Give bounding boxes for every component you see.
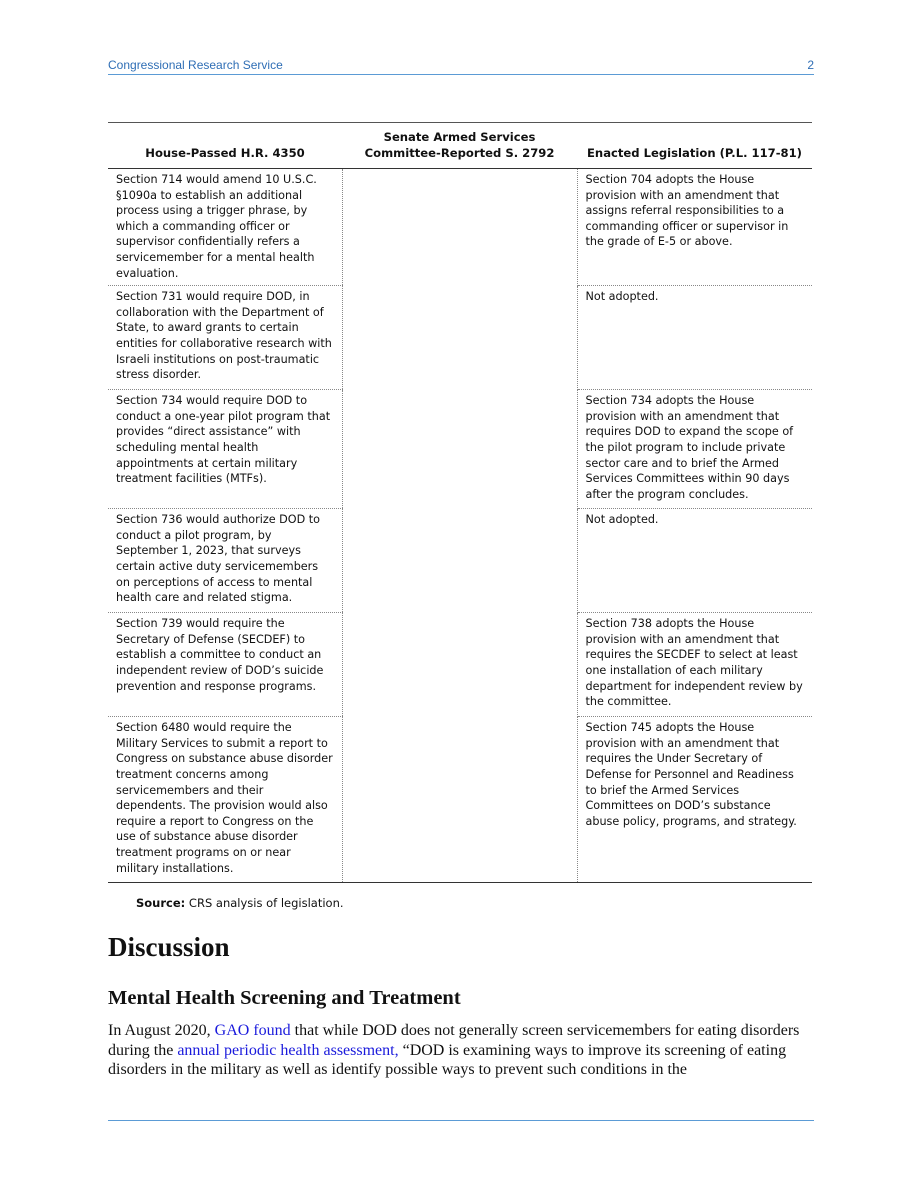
house-cell: Section 736 would authorize DOD to conduct a pilot program, by September 1, 2023, that surveys certain active duty servicemembers on perceptions of access to mental health care and related stigma. — [108, 509, 342, 613]
enacted-cell: Section 745 adopts the House provision with an amendment that requires the Under Secretary of Defense for Personnel and Readiness to brief the Armed Services Committees on DOD’s substance abuse policy, programs, and strategy. — [577, 717, 812, 883]
senate-cell — [342, 390, 577, 509]
paragraph-text: that while DOD does not generally screen servicemembers for eating disorders during the — [108, 1022, 800, 1059]
enacted-cell: Not adopted. — [577, 286, 812, 390]
page-header — [108, 58, 814, 75]
table-row — [108, 613, 812, 717]
periodic-health-assessment-link[interactable]: annual periodic health assessment, — [177, 1041, 399, 1059]
house-cell: Section 6480 would require the Military Services to submit a report to Congress on substance abuse disorder treatment concerns among servicemembers and their dependents. The provision would also require a report to Congress on the use of substance abuse disorder treatment programs on or near military installations. — [108, 717, 342, 883]
page-number: 2 — [807, 58, 814, 72]
senate-cell — [342, 509, 577, 613]
column-header-house: House-Passed H.R. 4350 — [108, 123, 342, 169]
source-label: Source: — [136, 896, 186, 910]
subsection-heading: Mental Health Screening and Treatment — [108, 987, 461, 1009]
senate-cell — [342, 286, 577, 390]
house-cell: Section 731 would require DOD, in collaboration with the Department of State, to award grants to certain entities for collaborative research with Israeli institutions on post-traumatic stress disorder. — [108, 286, 342, 390]
source-text: CRS analysis of legislation. — [185, 896, 344, 910]
column-header-senate-line2: Committee-Reported S. 2792 — [364, 146, 555, 160]
table-row — [108, 509, 812, 613]
paragraph-text: In August 2020, — [108, 1022, 215, 1039]
senate-cell — [342, 717, 577, 883]
paragraph-text: “DOD is examining ways to improve its screening of eating disorders in the military as well as identify possible ways to prevent such conditions in the — [108, 1041, 787, 1078]
house-cell: Section 734 would require DOD to conduct a one-year pilot program that provides “direct assistance” with scheduling mental health appointments at certain military treatment facilities (MTFs). — [108, 390, 342, 509]
comparison-table — [108, 122, 812, 883]
house-cell: Section 739 would require the Secretary of Defense (SECDEF) to establish a committee to conduct an independent review of DOD’s suicide prevention and response programs. — [108, 613, 342, 717]
column-header-senate — [342, 123, 577, 169]
table-header-row — [108, 123, 812, 169]
senate-cell — [342, 613, 577, 717]
section-heading-discussion: Discussion — [108, 932, 230, 962]
gao-found-link[interactable]: GAO found — [214, 1022, 291, 1039]
table-row — [108, 390, 812, 509]
table-row — [108, 169, 812, 286]
enacted-cell: Not adopted. — [577, 509, 812, 613]
footer-divider — [108, 1120, 814, 1121]
column-header-enacted: Enacted Legislation (P.L. 117-81) — [577, 123, 812, 169]
table-row — [108, 286, 812, 390]
enacted-cell: Section 738 adopts the House provision with an amendment that requires the SECDEF to select at least one installation of each military department for independent review by the committee. — [577, 613, 812, 717]
enacted-cell: Section 734 adopts the House provision with an amendment that requires DOD to expand the scope of the pilot program to include private sector care and to brief the Armed Services Committees within 90 days after the program concludes. — [577, 390, 812, 509]
enacted-cell: Section 704 adopts the House provision with an amendment that assigns referral responsibilities to a commanding officer or supervisor in the grade of E-5 or above. — [577, 169, 812, 286]
senate-cell — [342, 169, 577, 286]
column-header-senate-line1: Senate Armed Services — [383, 130, 536, 144]
table-source-note — [136, 896, 344, 910]
header-title: Congressional Research Service — [108, 58, 283, 72]
table-row — [108, 717, 812, 883]
house-cell: Section 714 would amend 10 U.S.C. §1090a to establish an additional process using a trigger phrase, by which a commanding officer or supervisor confidentially refers a servicemember for a mental health evaluation. — [108, 169, 342, 286]
body-paragraph — [108, 1021, 814, 1080]
